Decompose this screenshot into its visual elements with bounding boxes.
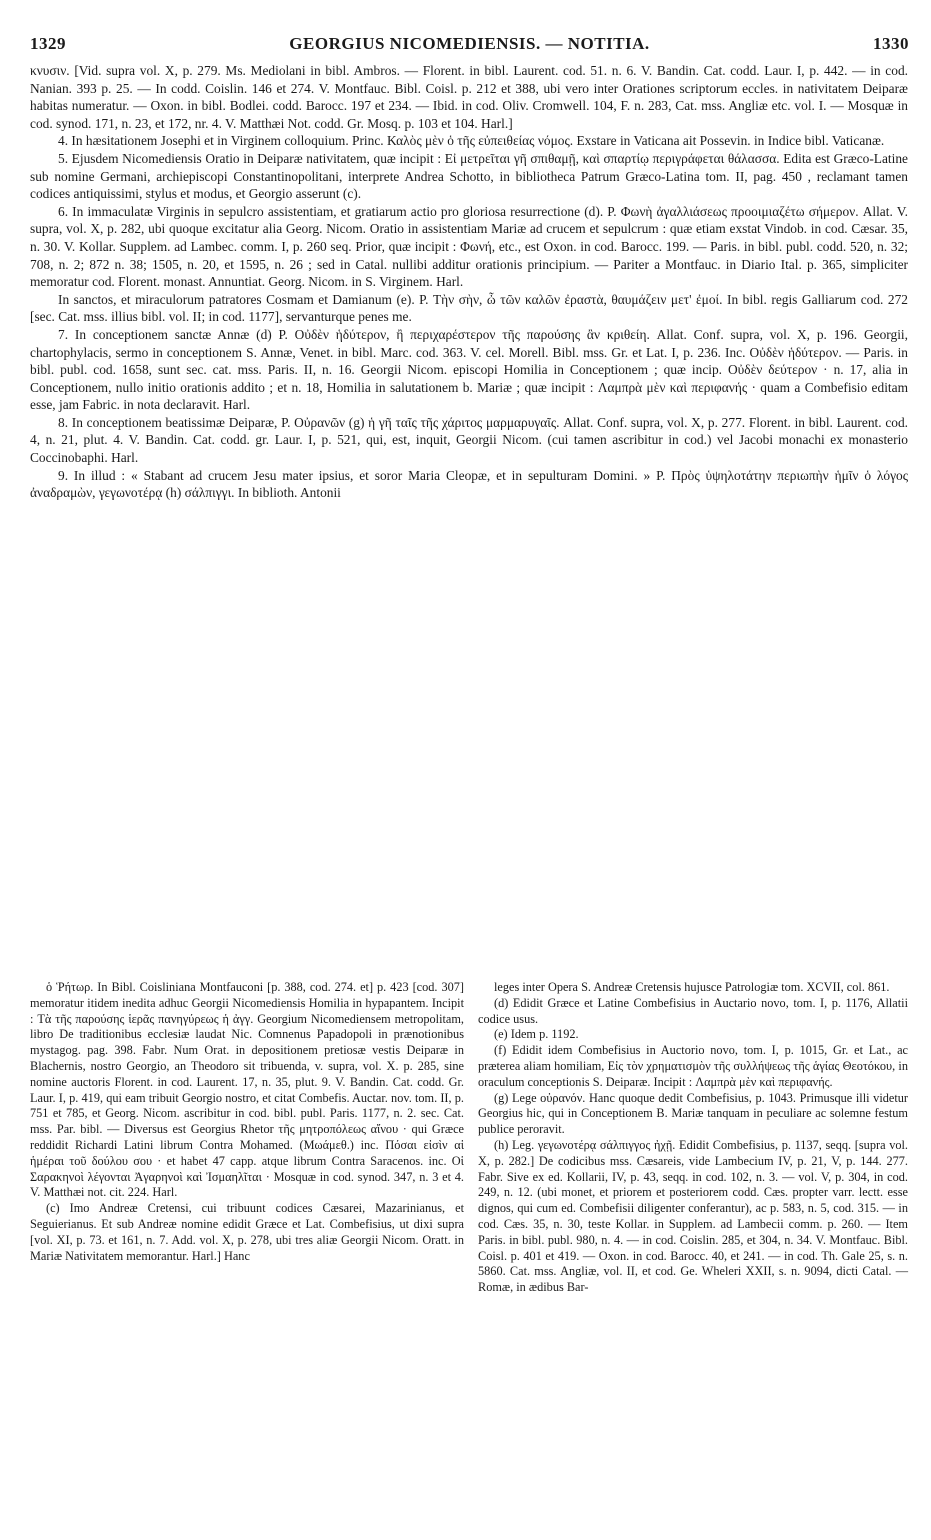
footnote-g: (g) Lege οὐρανόν. Hanc quoque dedit Combefisius, p. 1043. Primusque illi videtur Georgius hic, qui in Conceptionem B. Mariæ tanquam in peculiare ac solemne festum publice peroravit. [478, 1090, 908, 1137]
footnote-c: (c) Imo Andreæ Cretensi, cui tribuunt codices Cæsarei, Mazarinianus, et Seguierianus. Et sub Andreæ nomine edidit Græce et Lat. Combefisius, ut dixi supra [vol. XI, p. 73. et 161, n. 7. Add. vol. X, p. 278, ubi tres aliæ Georgii Nicom. Oratt. in Mariæ Nativitatem memorantur. Harl.] Hanc [30, 1201, 464, 1263]
paragraph-item-9: 9. In illud : « Stabant ad crucem Jesu mater ipsius, et soror Maria Cleopæ, et in sepulturam Domini. » P. Πρὸς ὑψηλοτάτην περιωπὴν ἡμῖν ὁ λόγος ἀναδραμὼν, γεγωνοτέρᾳ (h) σάλπιγγι. In biblioth. Antonii [30, 467, 908, 501]
page-number-right: 1330 [873, 34, 909, 53]
page-number-left: 1329 [30, 34, 66, 53]
footnote-c-continuation: leges inter Opera S. Andreæ Cretensis hujusce Patrologiæ tom. XCVII, col. 861. [494, 980, 890, 994]
footnotes-left-column [30, 980, 464, 1264]
footnote-e: (e) Idem p. 1192. [494, 1027, 579, 1042]
paragraph-continuation: κνυσιν. [Vid. supra vol. X, p. 279. Ms. Mediolani in bibl. Ambros. — Florent. in bibl. Laurent. cod. 51. n. 6. V. Bandin. Cat. codd. Laur. I, p. 442. — in cod. Nanian. 393 p. 25. — In codd. Coislin. 146 et 274. V. Montfauc. Bibl. Coisl. p. 212 et 388, ubi vero inter Orationes scriptorum eccles. in nativitatem Deiparæ habitas numeratur. — Oxon. in bibl. Bodlei. codd. Barocc. 197 et 234. — Ibid. in cod. Oliv. Cromwell. 104, F. n. 283, Cat. mss. Angliæ etc. vol. I. — Mosquæ in cod. synod. 171, n. 23, et 172, nr. 4. V. Matthæi Not. codd. Gr. Mosq. p. 103 et 104. Harl.] [30, 63, 908, 131]
paragraph-item-7: 7. In conceptionem sanctæ Annæ (d) P. Οὐδὲν ἡδύτερον, ἢ περιχαρέστερον τῆς παρούσης ἂν κριθείη. Allat. Conf. supra, vol. X, p. 196. Georgii, chartophylacis, sermo in conceptionem S. Annæ, Venet. in bibl. Marc. cod. 363. V. cel. Morell. Bibl. mss. Gr. et Lat. I, p. 236. Inc. Οὐδὲν ἡδύτερον. — Paris. in bibl. publ. cod. 1658, sunt sec. cat. mss. Paris. II, n. 16. Georgii Nicom. episcopi Homilia in Conceptionem ; quæ incip. Οὐδὲν δεύτερον · n. 17, alia in Conceptionem, nullo initio orationis addito ; et n. 18, Homilia in salutationem b. Mariæ ; quæ incipit : Λαμπρὰ μὲν καὶ περιφανής · quam a Combefisio editam esse, jam Fabric. in nota declaravit. Harl. [30, 326, 908, 413]
running-title: GEORGIUS NICOMEDIENSIS. — NOTITIA. [289, 34, 650, 53]
running-header [30, 34, 909, 56]
footnote-d: (d) Edidit Græce et Latine Combefisius in Auctario novo, tom. I, p. 1176, Allatii codice usus. [478, 995, 908, 1026]
footnote-h: (h) Leg. γεγωνοτέρᾳ σάλπιγγος ἠχῇ. Edidit Combefisius, p. 1137, seqq. [supra vol. X, p. 282.] De codicibus mss. Cæsareis, vide Lambecium IV, p. 21, V, p. 144. 277. Fabr. Sive ex ed. Kollarii, IV, p. 43, seqq. in cod. 102, n. 3. — vol. V, p. 304, in cod. 249, n. 12. (ubi monet, et priorem et posteriorem codd. Cæs. propter varr. lectt. esse dignos, qui cum ed. Combefisii diligenter conferantur), ac p. 583, n. 5, cod. 315. — in cod. Cæs. 35, n. 30, teste Kollar. in Supplem. ad Lambecii comm. p. 260. — Item Paris. in bibl. publ. 980, n. 4. — in cod. Coislin. 285, et 304, n. 34. V. Montfauc. Bibl. Coisl. p. 401 et 419. — Oxon. in cod. Barocc. 40, et 241. — in cod. Th. Gale 25, s. n. 5860. Cat. mss. Angliæ, vol. II, et cod. Ge. Wheleri XXII, s. n. 9094, dicti Catal. — Romæ, in ædibus Bar- [478, 1137, 908, 1295]
footnote-f: (f) Edidit idem Combefisius in Auctorio novo, tom. I, p. 1015, Gr. et Lat., ac præterea aliam homiliam, Εἰς τὸν χρηματισμὸν τῆς συλλήψεως τῆς ἁγίας Θεοτόκου, in oraculum conceptionis S. Deiparæ. Incipit : Λαμπρὰ μὲν καὶ περιφανής. [478, 1043, 908, 1089]
paragraph-item-5: 5. Ejusdem Nicomediensis Oratio in Deiparæ nativitatem, quæ incipit : Εἰ μετρεῖται γῆ σπιθαμῇ, καὶ σπαρτίῳ περιγράφεται θάλασσα. Edita est Græco-Latine sub nomine Germani, archiepiscopi Constantinopolitani, interprete Andrea Schotto, in bibliotheca Patrum Græco-Latina tom. II, pag. 450 , reclamant tamen codices antiquissimi, stylus et modus, et Georgio asserunt (c). [30, 150, 908, 202]
paragraph-cosmas-damian: In sanctos, et miraculorum patratores Cosmam et Damianum (e). P. Τὴν σὴν, ὦ τῶν καλῶν ἐραστὰ, θαυμάζειν μετ' ἐμοί. In bibl. regis Galliarum cod. 272 [sec. Cat. mss. illius bibl. vol. II; in cod. 1177], servanturque penes me. [30, 291, 908, 325]
main-text [30, 62, 908, 502]
footnotes-right-column [478, 980, 908, 1296]
paragraph-item-4: 4. In hæsitationem Josephi et in Virginem colloquium. Princ. Καλὸς μὲν ὁ τῆς εὐπειθείας νόμος. Exstare in Vaticana ait Possevin. in Indice bibl. Vaticanæ. [58, 133, 885, 149]
footnote-continuation: ὁ Ῥήτωρ. In Bibl. Coisliniana Montfauconi [p. 388, cod. 274. et] p. 423 [cod. 307] memoratur itidem inedita adhuc Georgii Nicomediensis Homilia in hypapantem. Incipit : Τὰ τῆς παρούσης ἱερᾶς πανηγύρεως ἡ ἀγγ. Georgium Nicomediensem metropolitam, libro De traditionibus ecclesiæ laudat Nic. Comnenus Papadopoli in prænotionibus mystagog. pag. 398. Fabr. Num Orat. in depositionem pretiosæ vestis Deiparæ in Blachernis, nostro Georgio, an Theodoro sit tribuenda, v. supra, vol. X. p. 285, sine nomine auctoris Florent. in cod. Laurent. 17, n. 35, plut. 9. V. Bandin. Cat. codd. Gr. Laur. I, p. 419, qui eam tribuit Georgio nostro, et citat Combefis. Auctar. nov. tom. II, p. 751 et 785, et Georg. Nicom. ascribitur in cod. bibl. publ. Paris. 1177, n. 2. sec. Cat. mss. Par. bibl. — Diversus est Georgius Rhetor τῆς μητροπόλεως αἴνου · qui Græce reddidit Richardi Latini librum Contra Mohamed. (Μωάμεθ.) inc. Πόσαι εἰσὶν αἱ ἡμέραι τοῦ δούλου σου · et habet 47 capp. atque librum Contra Saracenos. inc. Οἱ Σαρακηνοὶ λέγονται Ἀγαρηνοὶ καὶ Ἰσμαηλῖται · Mosquæ in cod. synod. 347, n. 3 et 4. V. Matthæi not. cit. 224. Harl. [30, 980, 464, 1200]
paragraph-item-8: 8. In conceptionem beatissimæ Deiparæ, P. Οὐρανῶν (g) ἡ γῆ ταῖς τῆς χάριτος μαρμαρυγαῖς. Allat. Conf. supra, vol. X, p. 277. Florent. in bibl. Laurent. cod. 4, n. 21, plut. 4. V. Bandin. Cat. codd. gr. Laur. I, p. 521, qui, est, inquit, Georgii Nicom. (cui tamen ascribitur in cod.) vel Jacobi monachi ex monasterio Coccinobaphi. Harl. [30, 414, 908, 466]
paragraph-item-6: 6. In immaculatæ Virginis in sepulcro assistentiam, et gratiarum actio pro gloriosa resurrectione (d). P. Φωνὴ ἀγαλλιάσεως προοιμιαζέτω σήμερον. Allat. V. supra, vol. X, p. 282, ubi quoque excitatur alia Georg. Nicom. Oratio in assistentiam Mariæ ad crucem et sepulcrum : quæ etiam exstat Vindob. in cod. Cæsar. 35, n. 30. V. Kollar. Supplem. ad Lambec. comm. I, p. 260 seq. Prior, quæ incipit : Φωνή, etc., est Oxon. in cod. Barocc. 199. — Paris. in bibl. publ. codd. 520, n. 32; 708, n. 2; 872 n. 38; 1505, n. 20, et 1595, n. 26 ; sed in Catal. nullibi additur orationis principium. — Pariter a Montfauc. in Diario Ital. p. 365, simpliciter memoratur cod. Florent. monast. Annuntiat. Georg. Nicom. in S. Virginem. Harl. [30, 203, 908, 290]
